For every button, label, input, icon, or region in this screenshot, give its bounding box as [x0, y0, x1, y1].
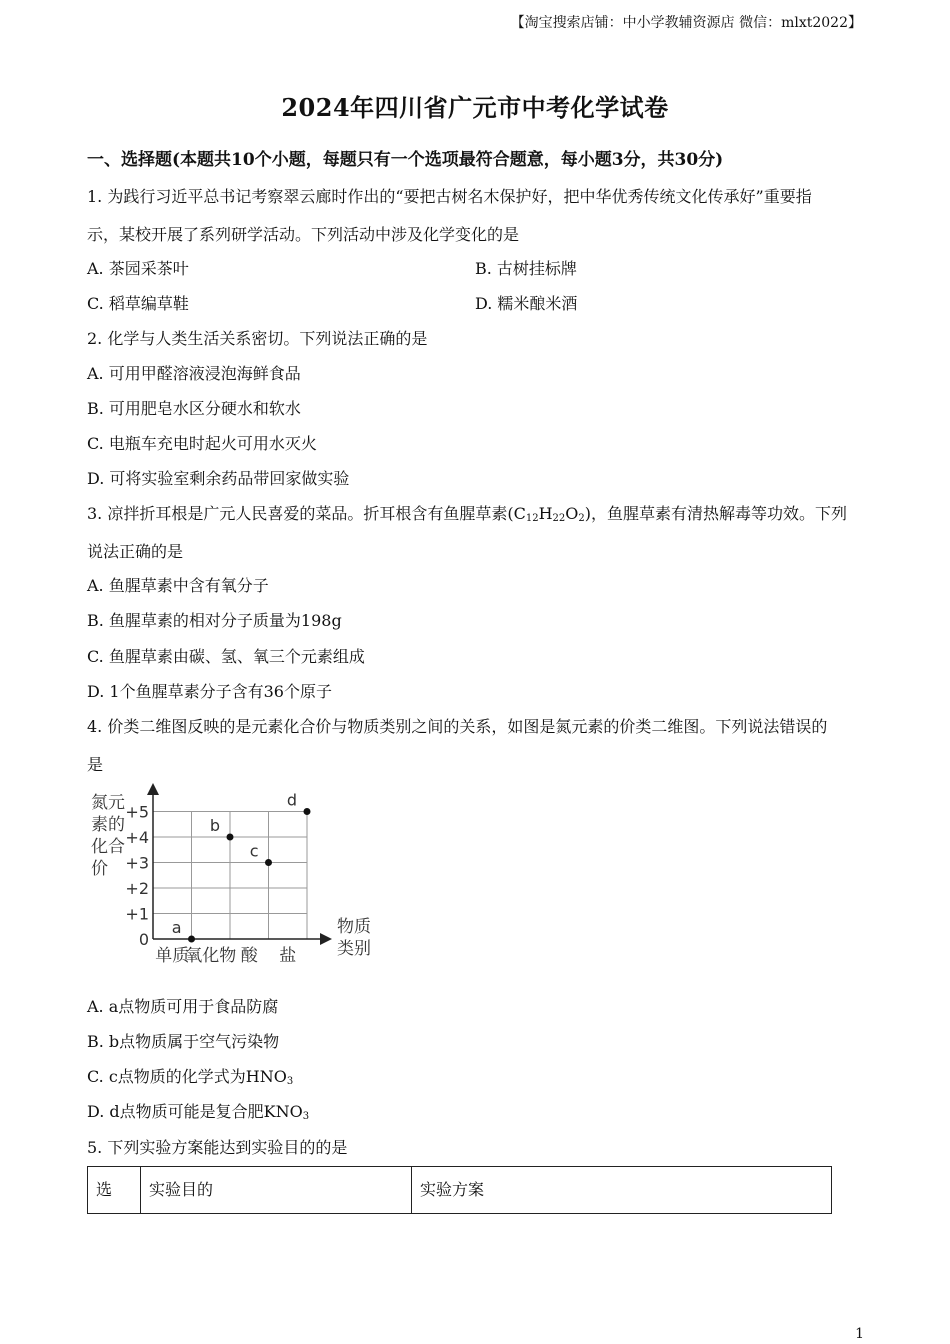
x-tick-labels [155, 946, 296, 966]
point-label: d [286, 790, 297, 810]
q4-option-c: C. c点物质的化学式为$HNO_3$ [87, 1067, 294, 1087]
q3-stem-line1: 3. 凉拌折耳根是广元人民喜爱的菜品。折耳根含有鱼腥草素$(C_{12}H_{22}O_2)$，鱼腥草素有清热解毒等功效。下列 [87, 504, 848, 524]
y-tick-label: +2 [125, 879, 149, 898]
q3-option-d: D. 1个鱼腥草素分子含有36个原子 [87, 682, 332, 701]
x-axis-label-line: 物质 [337, 917, 371, 937]
x-tick-label: 酸 [240, 946, 258, 966]
point-a [188, 936, 195, 943]
q1-option-a: A. 茶园采茶叶 [87, 259, 189, 278]
x-axis-label [337, 917, 371, 959]
q2-option-c: C. 电瓶车充电时起火可用水灭火 [87, 434, 317, 453]
point-d [304, 808, 311, 815]
x-axis-label-line: 类别 [337, 939, 371, 959]
y-tick-label: 0 [138, 930, 149, 949]
q2-option-a: A. 可用甲醛溶液浸泡海鲜食品 [87, 364, 301, 383]
table-header-row [88, 1167, 832, 1214]
q1-option-c: C. 稻草编草鞋 [87, 294, 189, 313]
x-tick-label: 单质 [155, 946, 190, 966]
q2-option-b: B. 可用肥皂水区分硬水和软水 [87, 399, 301, 418]
q1-option-b: B. 古树挂标牌 [475, 259, 577, 278]
table-header-cell: 实验目的 [141, 1167, 412, 1214]
y-axis-label-line: 素的 [91, 815, 125, 835]
header-note: 【淘宝搜索店铺：中小学教辅资源店 微信：mlxt2022】 [510, 15, 862, 31]
y-tick-labels [125, 803, 149, 950]
point-label: b [209, 816, 220, 835]
page-number: 1 [855, 1326, 864, 1342]
valence-class-chart [87, 780, 387, 970]
point-c [265, 859, 272, 866]
q4-option-a: A. a点物质可用于食品防腐 [87, 997, 279, 1016]
q3-option-a: A. 鱼腥草素中含有氧分子 [87, 576, 269, 595]
q4-stem-line1: 4. 价类二维图反映的是元素化合价与物质类别之间的关系，如图是氮元素的价类二维图。下列说法错误的 [87, 717, 828, 736]
document-title: 2024年四川省广元市中考化学试卷 [281, 93, 669, 122]
q5-stem: 5. 下列实验方案能达到实验目的的是 [87, 1138, 348, 1157]
q1-stem-line2: 示，某校开展了系列研学活动。下列活动中涉及化学变化的是 [87, 225, 520, 244]
q4-stem-line2: 是 [87, 755, 104, 774]
q3-option-c: C. 鱼腥草素由碳、氢、氧三个元素组成 [87, 647, 365, 666]
y-axis-label-line: 价 [91, 859, 108, 879]
table-header-cell: 选 [88, 1167, 141, 1214]
y-tick-label: +5 [125, 802, 149, 822]
y-axis-label-line: 氮元 [91, 793, 125, 813]
x-tick-label: 氧化物 [185, 946, 237, 966]
y-axis-label-line: 化合 [91, 837, 125, 857]
point-b [227, 834, 234, 841]
point-label: c [249, 841, 259, 861]
experiment-table [87, 1166, 832, 1214]
q4-option-b: B. b点物质属于空气污染物 [87, 1032, 280, 1051]
q1-option-d: D. 糯米酿米酒 [475, 294, 578, 313]
q2-stem: 2. 化学与人类生活关系密切。下列说法正确的是 [87, 329, 428, 348]
data-points [172, 791, 311, 943]
y-tick-label: +1 [125, 904, 149, 924]
table-header-cell: 实验方案 [412, 1167, 832, 1214]
y-axis-label [91, 793, 125, 879]
x-tick-label: 盐 [279, 946, 297, 966]
q3-option-b: B. 鱼腥草素的相对分子质量为198g [87, 611, 342, 630]
point-label: a [171, 918, 182, 937]
q4-option-d: D. d点物质可能是复合肥$KNO_3$ [87, 1102, 310, 1122]
y-tick-label: +3 [125, 853, 149, 873]
q2-option-d: D. 可将实验室剩余药品带回家做实验 [87, 469, 350, 488]
q1-stem-line1: 1. 为践行习近平总书记考察翠云廊时作出的“要把古树名木保护好，把中华优秀传统文化传承好”重要指 [87, 187, 812, 206]
y-tick-label: +4 [125, 828, 149, 847]
section-heading: 一、选择题(本题共10个小题，每题只有一个选项最符合题意，每小题3分，共30分) [87, 150, 724, 170]
q3-stem-line2: 说法正确的是 [87, 542, 184, 561]
